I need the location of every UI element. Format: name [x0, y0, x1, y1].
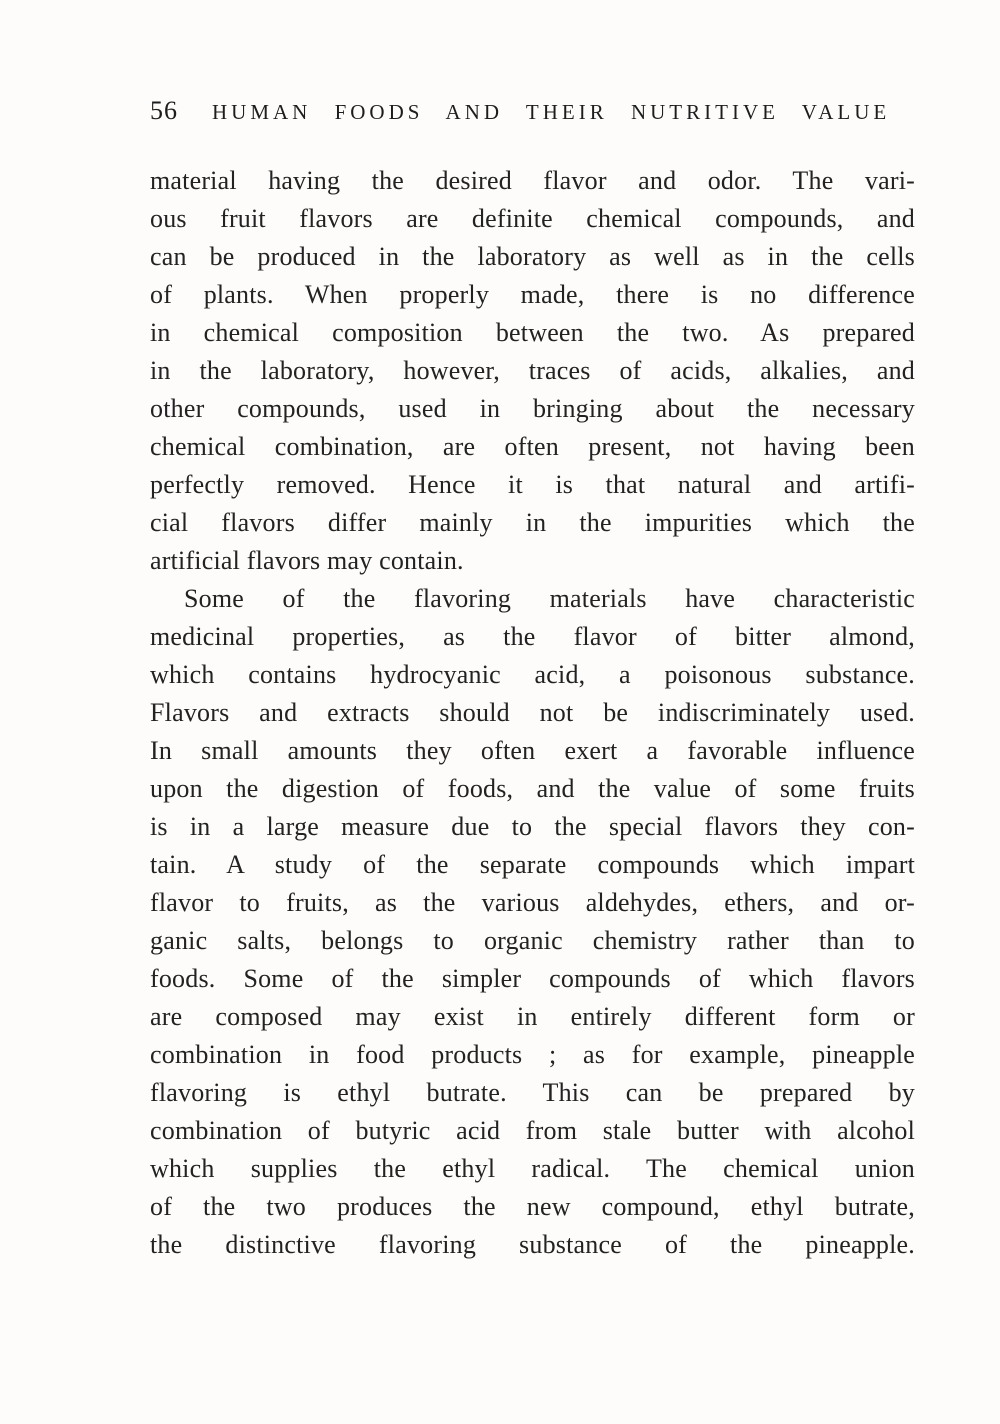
text-line: combination of butyric acid from stale butter with alcohol: [150, 1116, 915, 1145]
text-line: ganic salts, belongs to organic chemistry rather than to: [150, 926, 915, 955]
text-line: in chemical composition between the two. As prepared: [150, 318, 915, 347]
running-title: HUMAN FOODS AND THEIR NUTRITIVE VALUE: [212, 100, 891, 124]
text-line: material having the desired flavor and odor. The vari-: [150, 166, 915, 195]
text-line: artificial flavors may contain.: [150, 546, 464, 575]
text-line: Some of the flavoring materials have characteristic: [184, 584, 915, 613]
text-line: combination in food products ; as for example, pineapple: [150, 1040, 915, 1069]
text-line: ous fruit flavors are definite chemical compounds, and: [150, 204, 915, 233]
text-line: cial flavors differ mainly in the impurities which the: [150, 508, 915, 537]
text-line: flavoring is ethyl butrate. This can be prepared by: [150, 1078, 915, 1107]
text-line: foods. Some of the simpler compounds of which flavors: [150, 964, 915, 993]
text-line: which contains hydrocyanic acid, a poisonous substance.: [150, 660, 915, 689]
text-line: the distinctive flavoring substance of the pineapple.: [150, 1230, 915, 1259]
text-line: which supplies the ethyl radical. The chemical union: [150, 1154, 915, 1183]
text-line: tain. A study of the separate compounds which impart: [150, 850, 915, 879]
text-line: of the two produces the new compound, ethyl butrate,: [150, 1192, 915, 1221]
text-line: can be produced in the laboratory as well as in the cells: [150, 242, 915, 271]
text-line: medicinal properties, as the flavor of bitter almond,: [150, 622, 915, 651]
text-line: perfectly removed. Hence it is that natural and artifi-: [150, 470, 915, 499]
text-line: upon the digestion of foods, and the value of some fruits: [150, 774, 915, 803]
page-number: 56: [150, 96, 178, 125]
text-line: chemical combination, are often present, not having been: [150, 432, 915, 461]
page-body: [150, 162, 915, 1264]
text-line: Flavors and extracts should not be indiscriminately used.: [150, 698, 915, 727]
text-line: are composed may exist in entirely different form or: [150, 1002, 915, 1031]
paragraph: [150, 580, 915, 1264]
text-line: In small amounts they often exert a favorable influence: [150, 736, 915, 765]
paragraph: [150, 162, 915, 580]
text-line: in the laboratory, however, traces of acids, alkalies, and: [150, 356, 915, 385]
text-line: flavor to fruits, as the various aldehydes, ethers, and or-: [150, 888, 915, 917]
text-line: of plants. When properly made, there is no difference: [150, 280, 915, 309]
text-line: is in a large measure due to the special flavors they con-: [150, 812, 915, 841]
page-header: [150, 96, 915, 126]
text-line: other compounds, used in bringing about the necessary: [150, 394, 915, 423]
